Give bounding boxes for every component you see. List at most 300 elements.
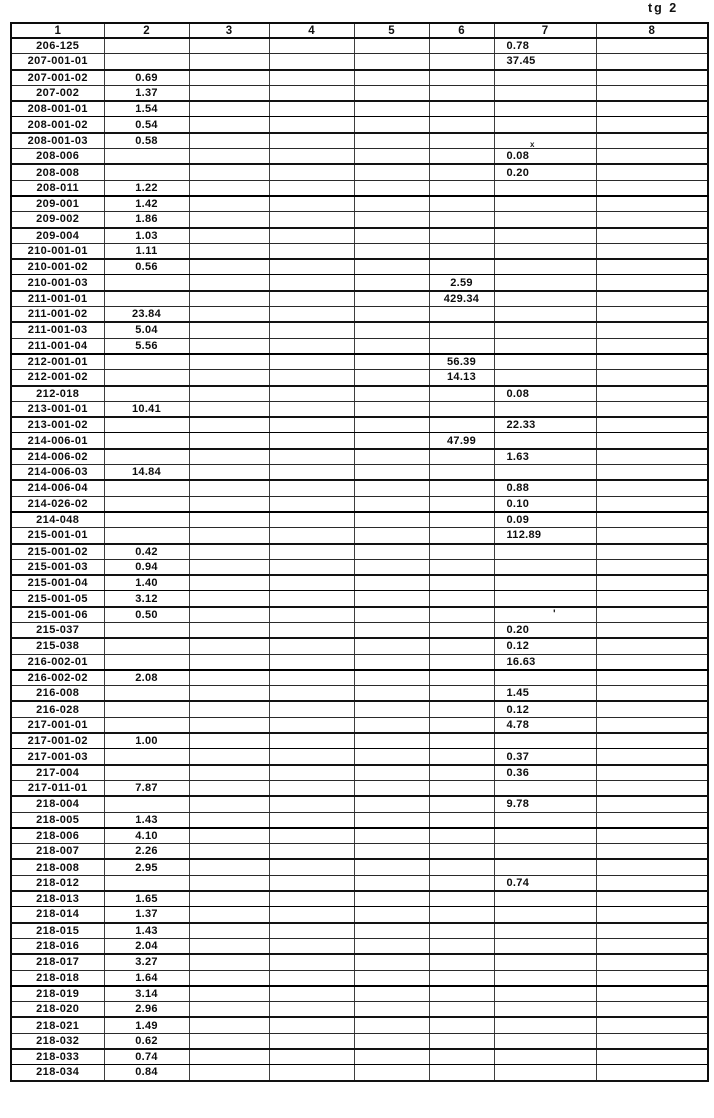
row-code-cell: 218-032 <box>11 1033 104 1049</box>
empty-cell <box>596 544 708 560</box>
empty-cell <box>269 812 354 828</box>
empty-cell <box>189 1049 269 1065</box>
empty-cell <box>354 544 429 560</box>
empty-cell <box>596 1049 708 1065</box>
empty-cell <box>596 149 708 165</box>
empty-cell <box>189 1002 269 1018</box>
empty-cell <box>189 717 269 733</box>
empty-cell <box>494 938 596 954</box>
empty-cell <box>269 322 354 338</box>
empty-cell <box>596 938 708 954</box>
row-code-cell: 214-006-04 <box>11 480 104 496</box>
empty-cell <box>494 1065 596 1081</box>
empty-cell <box>429 780 494 796</box>
value-cell: 0.84 <box>104 1065 189 1081</box>
empty-cell <box>429 923 494 939</box>
empty-cell <box>189 322 269 338</box>
empty-cell <box>104 38 189 54</box>
table-row <box>11 638 708 654</box>
row-code-cell: 207-002 <box>11 85 104 101</box>
empty-cell <box>354 496 429 512</box>
empty-cell <box>354 654 429 670</box>
empty-cell <box>354 338 429 354</box>
table-row <box>11 1017 708 1033</box>
table-row <box>11 986 708 1002</box>
empty-cell <box>354 401 429 417</box>
row-code-cell: 215-001-01 <box>11 528 104 544</box>
value-cell: 0.12 <box>494 638 596 654</box>
empty-cell <box>429 417 494 433</box>
empty-cell <box>354 480 429 496</box>
empty-cell <box>104 386 189 402</box>
empty-cell <box>269 686 354 702</box>
column-header: 5 <box>354 23 429 38</box>
value-cell: 10.41 <box>104 401 189 417</box>
empty-cell <box>494 1049 596 1065</box>
value-cell: 9.78 <box>494 796 596 812</box>
empty-cell <box>269 859 354 875</box>
empty-cell <box>429 196 494 212</box>
empty-cell <box>596 496 708 512</box>
empty-cell <box>429 180 494 196</box>
empty-cell <box>354 907 429 923</box>
empty-cell <box>354 859 429 875</box>
empty-cell <box>429 622 494 638</box>
page-label: tg 2 <box>648 1 679 15</box>
value-cell: 3.14 <box>104 986 189 1002</box>
value-cell: 2.96 <box>104 1002 189 1018</box>
empty-cell <box>494 1002 596 1018</box>
empty-cell <box>354 923 429 939</box>
empty-cell <box>354 101 429 117</box>
empty-cell <box>494 196 596 212</box>
empty-cell <box>596 480 708 496</box>
table-row <box>11 923 708 939</box>
empty-cell <box>104 433 189 449</box>
empty-cell <box>189 228 269 244</box>
table-row <box>11 970 708 986</box>
empty-cell <box>596 923 708 939</box>
empty-cell <box>189 291 269 307</box>
empty-cell <box>354 212 429 228</box>
empty-cell <box>189 401 269 417</box>
value-cell: 23.84 <box>104 307 189 323</box>
empty-cell <box>269 1033 354 1049</box>
empty-cell <box>269 243 354 259</box>
empty-cell <box>429 228 494 244</box>
empty-cell <box>494 733 596 749</box>
empty-cell <box>269 701 354 717</box>
empty-cell <box>104 480 189 496</box>
value-cell: 37.45 <box>494 54 596 70</box>
row-code-cell: 216-002-02 <box>11 670 104 686</box>
empty-cell <box>269 101 354 117</box>
row-code-cell: 207-001-02 <box>11 70 104 86</box>
empty-cell <box>354 449 429 465</box>
empty-cell <box>104 701 189 717</box>
empty-cell <box>494 907 596 923</box>
empty-cell <box>429 796 494 812</box>
row-code-cell: 208-011 <box>11 180 104 196</box>
empty-cell <box>354 686 429 702</box>
empty-cell <box>596 701 708 717</box>
table-row <box>11 1065 708 1081</box>
row-code-cell: 209-004 <box>11 228 104 244</box>
table-row <box>11 812 708 828</box>
table-row <box>11 133 708 149</box>
value-cell: 0.20 <box>494 164 596 180</box>
empty-cell <box>269 907 354 923</box>
empty-cell <box>596 607 708 623</box>
row-code-cell: 218-020 <box>11 1002 104 1018</box>
row-code-cell: 210-001-03 <box>11 275 104 291</box>
empty-cell <box>104 417 189 433</box>
column-header: 2 <box>104 23 189 38</box>
empty-cell <box>354 528 429 544</box>
empty-cell <box>429 686 494 702</box>
table-row <box>11 512 708 528</box>
empty-cell <box>269 733 354 749</box>
empty-cell <box>429 875 494 891</box>
empty-cell <box>429 70 494 86</box>
empty-cell <box>494 101 596 117</box>
value-cell: 3.12 <box>104 591 189 607</box>
empty-cell <box>189 701 269 717</box>
empty-cell <box>269 228 354 244</box>
row-code-cell: 218-034 <box>11 1065 104 1081</box>
empty-cell <box>596 212 708 228</box>
row-code-cell: 215-038 <box>11 638 104 654</box>
empty-cell <box>189 812 269 828</box>
value-cell: 14.84 <box>104 465 189 481</box>
table-row <box>11 828 708 844</box>
empty-cell <box>429 259 494 275</box>
empty-cell <box>596 859 708 875</box>
table-row <box>11 938 708 954</box>
empty-cell <box>269 354 354 370</box>
empty-cell <box>354 701 429 717</box>
empty-cell <box>269 54 354 70</box>
empty-cell <box>494 401 596 417</box>
empty-cell <box>189 512 269 528</box>
table-row <box>11 607 708 623</box>
row-code-cell: 211-001-02 <box>11 307 104 323</box>
empty-cell <box>354 875 429 891</box>
value-cell: 7.87 <box>104 780 189 796</box>
row-code-cell: 215-001-03 <box>11 559 104 575</box>
empty-cell <box>429 322 494 338</box>
empty-cell <box>269 780 354 796</box>
value-cell: 112.89 <box>494 528 596 544</box>
column-header: 4 <box>269 23 354 38</box>
row-code-cell: 209-002 <box>11 212 104 228</box>
empty-cell <box>104 622 189 638</box>
empty-cell <box>429 1002 494 1018</box>
value-cell: 0.36 <box>494 765 596 781</box>
empty-cell <box>429 38 494 54</box>
empty-cell <box>596 512 708 528</box>
value-cell: 0.54 <box>104 117 189 133</box>
empty-cell <box>354 164 429 180</box>
value-cell: 0.20 <box>494 622 596 638</box>
empty-cell <box>189 243 269 259</box>
row-code-cell: 214-048 <box>11 512 104 528</box>
value-cell: 1.86 <box>104 212 189 228</box>
empty-cell <box>596 243 708 259</box>
value-cell: 1.42 <box>104 196 189 212</box>
empty-cell <box>354 591 429 607</box>
row-code-cell: 213-001-02 <box>11 417 104 433</box>
empty-cell <box>596 275 708 291</box>
empty-cell <box>189 638 269 654</box>
value-cell: 429.34 <box>429 291 494 307</box>
empty-cell <box>269 591 354 607</box>
empty-cell <box>596 38 708 54</box>
table-row <box>11 417 708 433</box>
empty-cell <box>269 559 354 575</box>
empty-cell <box>494 465 596 481</box>
empty-cell <box>494 780 596 796</box>
table-row <box>11 149 708 165</box>
empty-cell <box>354 607 429 623</box>
empty-cell <box>494 433 596 449</box>
row-code-cell: 211-001-04 <box>11 338 104 354</box>
table-row <box>11 875 708 891</box>
value-cell: 0.12 <box>494 701 596 717</box>
table-row <box>11 433 708 449</box>
empty-cell <box>494 180 596 196</box>
value-cell: 16.63 <box>494 654 596 670</box>
empty-cell <box>189 180 269 196</box>
empty-cell <box>269 307 354 323</box>
table-row <box>11 749 708 765</box>
empty-cell <box>596 465 708 481</box>
value-cell: 5.04 <box>104 322 189 338</box>
empty-cell <box>104 796 189 812</box>
row-code-cell: 218-015 <box>11 923 104 939</box>
empty-cell <box>494 133 596 149</box>
empty-cell <box>596 307 708 323</box>
empty-cell <box>354 970 429 986</box>
empty-cell <box>269 575 354 591</box>
empty-cell <box>596 670 708 686</box>
empty-cell <box>494 591 596 607</box>
empty-cell <box>596 70 708 86</box>
empty-cell <box>354 433 429 449</box>
row-code-cell: 210-001-02 <box>11 259 104 275</box>
empty-cell <box>354 986 429 1002</box>
row-code-cell: 218-007 <box>11 844 104 860</box>
empty-cell <box>189 733 269 749</box>
row-code-cell: 209-001 <box>11 196 104 212</box>
empty-cell <box>189 338 269 354</box>
row-code-cell: 214-006-01 <box>11 433 104 449</box>
table-row <box>11 496 708 512</box>
empty-cell <box>354 354 429 370</box>
empty-cell <box>189 370 269 386</box>
empty-cell <box>596 559 708 575</box>
empty-cell <box>189 607 269 623</box>
empty-cell <box>354 717 429 733</box>
empty-cell <box>189 749 269 765</box>
table-row <box>11 907 708 923</box>
empty-cell <box>596 85 708 101</box>
empty-cell <box>189 149 269 165</box>
empty-cell <box>189 844 269 860</box>
value-cell: 0.62 <box>104 1033 189 1049</box>
empty-cell <box>494 1033 596 1049</box>
row-code-cell: 217-001-03 <box>11 749 104 765</box>
empty-cell <box>596 54 708 70</box>
empty-cell <box>429 891 494 907</box>
empty-cell <box>429 101 494 117</box>
empty-cell <box>429 1065 494 1081</box>
empty-cell <box>429 528 494 544</box>
empty-cell <box>494 575 596 591</box>
empty-cell <box>429 765 494 781</box>
empty-cell <box>494 986 596 1002</box>
empty-cell <box>269 196 354 212</box>
empty-cell <box>429 859 494 875</box>
empty-cell <box>354 844 429 860</box>
value-cell: 22.33 <box>494 417 596 433</box>
empty-cell <box>494 322 596 338</box>
table-row <box>11 70 708 86</box>
table-row <box>11 701 708 717</box>
value-cell: 0.74 <box>104 1049 189 1065</box>
empty-cell <box>596 1033 708 1049</box>
empty-cell <box>429 1049 494 1065</box>
empty-cell <box>429 607 494 623</box>
empty-cell <box>189 954 269 970</box>
table-row <box>11 480 708 496</box>
empty-cell <box>494 544 596 560</box>
empty-cell <box>354 322 429 338</box>
empty-cell <box>494 85 596 101</box>
empty-cell <box>494 70 596 86</box>
empty-cell <box>596 907 708 923</box>
empty-cell <box>354 575 429 591</box>
empty-cell <box>269 338 354 354</box>
empty-cell <box>494 954 596 970</box>
empty-cell <box>429 149 494 165</box>
empty-cell <box>494 859 596 875</box>
table-row <box>11 101 708 117</box>
value-cell: 0.74 <box>494 875 596 891</box>
value-cell: 0.78 <box>494 38 596 54</box>
empty-cell <box>429 512 494 528</box>
row-code-cell: 217-001-01 <box>11 717 104 733</box>
empty-cell <box>596 180 708 196</box>
value-cell: 0.08 <box>494 386 596 402</box>
empty-cell <box>596 401 708 417</box>
empty-cell <box>189 907 269 923</box>
empty-cell <box>189 591 269 607</box>
empty-cell <box>354 891 429 907</box>
row-code-cell: 215-037 <box>11 622 104 638</box>
empty-cell <box>596 591 708 607</box>
empty-cell <box>596 970 708 986</box>
value-cell: 1.63 <box>494 449 596 465</box>
empty-cell <box>189 496 269 512</box>
table-row <box>11 180 708 196</box>
empty-cell <box>104 749 189 765</box>
empty-cell <box>189 275 269 291</box>
empty-cell <box>429 559 494 575</box>
empty-cell <box>269 670 354 686</box>
data-table <box>10 22 709 1082</box>
empty-cell <box>269 844 354 860</box>
empty-cell <box>104 496 189 512</box>
empty-cell <box>494 228 596 244</box>
row-code-cell: 208-001-02 <box>11 117 104 133</box>
value-cell: 0.50 <box>104 607 189 623</box>
table-row <box>11 259 708 275</box>
empty-cell <box>189 938 269 954</box>
empty-cell <box>429 970 494 986</box>
empty-cell <box>596 986 708 1002</box>
value-cell: 2.08 <box>104 670 189 686</box>
empty-cell <box>269 85 354 101</box>
column-header: 7 <box>494 23 596 38</box>
empty-cell <box>596 528 708 544</box>
empty-cell <box>354 133 429 149</box>
empty-cell <box>189 670 269 686</box>
empty-cell <box>429 338 494 354</box>
empty-cell <box>354 765 429 781</box>
empty-cell <box>354 938 429 954</box>
empty-cell <box>494 243 596 259</box>
table-row <box>11 117 708 133</box>
value-cell: 2.95 <box>104 859 189 875</box>
empty-cell <box>354 1049 429 1065</box>
empty-cell <box>596 133 708 149</box>
row-code-cell: 218-033 <box>11 1049 104 1065</box>
row-code-cell: 218-019 <box>11 986 104 1002</box>
empty-cell <box>269 480 354 496</box>
row-code-cell: 216-008 <box>11 686 104 702</box>
empty-cell <box>596 780 708 796</box>
empty-cell <box>189 575 269 591</box>
column-header: 1 <box>11 23 104 38</box>
empty-cell <box>596 164 708 180</box>
empty-cell <box>269 370 354 386</box>
empty-cell <box>269 496 354 512</box>
empty-cell <box>429 717 494 733</box>
empty-cell <box>189 559 269 575</box>
empty-cell <box>494 370 596 386</box>
value-cell: 1.11 <box>104 243 189 259</box>
value-cell: 0.42 <box>104 544 189 560</box>
empty-cell <box>354 370 429 386</box>
table-row <box>11 670 708 686</box>
value-cell: 1.43 <box>104 812 189 828</box>
table-row <box>11 654 708 670</box>
empty-cell <box>429 1033 494 1049</box>
empty-cell <box>494 670 596 686</box>
empty-cell <box>354 386 429 402</box>
empty-cell <box>596 812 708 828</box>
empty-cell <box>189 449 269 465</box>
empty-cell <box>269 954 354 970</box>
row-code-cell: 207-001-01 <box>11 54 104 70</box>
empty-cell <box>354 275 429 291</box>
row-code-cell: 208-006 <box>11 149 104 165</box>
empty-cell <box>494 259 596 275</box>
row-code-cell: 206-125 <box>11 38 104 54</box>
empty-cell <box>189 433 269 449</box>
empty-cell <box>354 1033 429 1049</box>
